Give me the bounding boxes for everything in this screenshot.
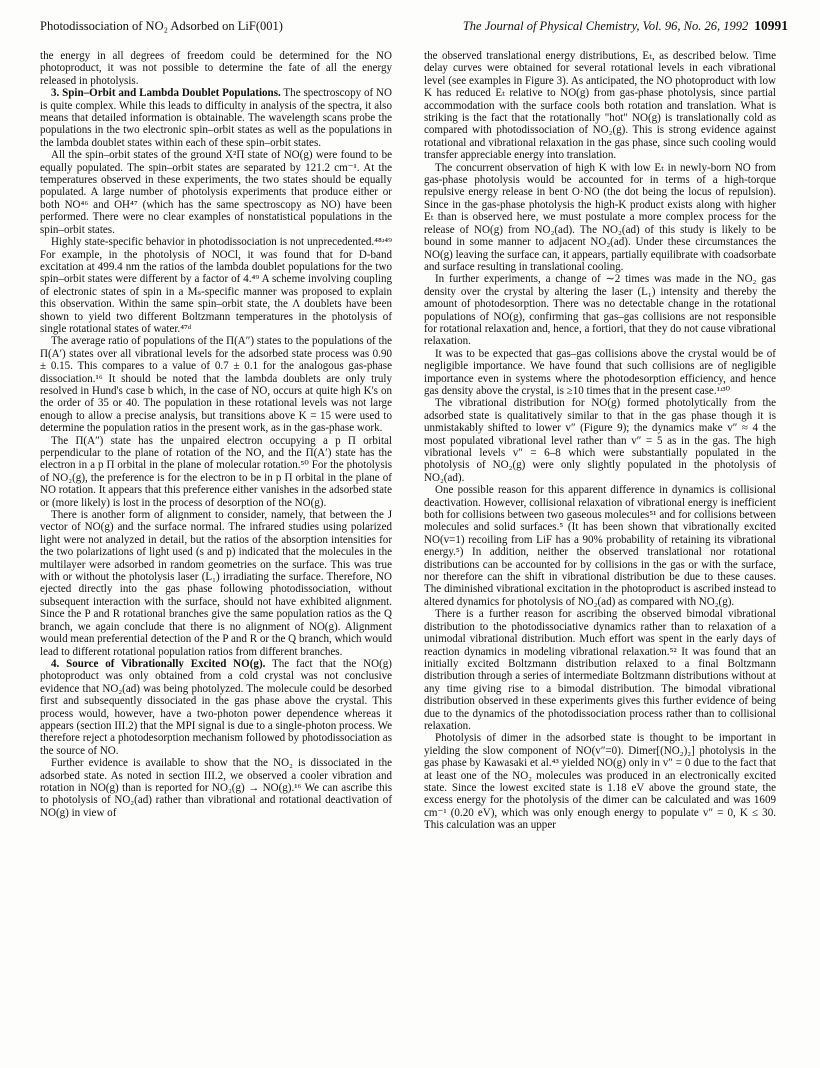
paragraph: The concurrent observation of high K with low Eₜ in newly-born NO from gas-phase photolysis would be accounted for in terms of a high-torque repulsive energy release in bent O·NO (the dot being the locus of repulsion). Since in the gas-phase photolysis the high-K product exists along with higher Eₜ than is observed here, we must postulate a more complex process for the release of NO(g) from NO₂(ad). The NO₂(ad) of this study is likely to be bound in some manner to adjacent NO₂(ad). Under these circumstances the NO(g) leaving the surface can, it appears, partially equilibrate with coadsorbate and surface resulting in translational cooling.	[424, 161, 776, 273]
right-column	[424, 50, 776, 832]
section-heading: 4. Source of Vibrationally Excited NO(g).	[51, 657, 266, 670]
paragraph: One possible reason for this apparent difference in dynamics is collisional deactivation. However, collisional relaxation of vibrational energy is inefficient both for collisions between two gaseous molecules⁵¹ and for collisions between molecules and solid surfaces.⁵ (It has been shown that vibrationally excited NO(v=1) recoiling from LiF has a 90% probability of retaining its vibrational energy.⁵) In addition, neither the observed translational nor rotational distributions can be accounted for by collisions in the gas or with the surface, nor therefore can the shift in vibrational distribution be due to these causes. The diminished vibrational excitation in the photoproduct is ascribed instead to altered dynamics for photolysis of NO₂(ad) as compared with NO₂(g).	[424, 484, 776, 608]
section-heading: 3. Spin–Orbit and Lambda Doublet Populations.	[51, 87, 281, 100]
paragraph: It was to be expected that gas–gas collisions above the crystal would be of negligible importance. We have found that such collisions are of negligible importance even in systems where the photodesorption efficiency, and hence gas density above the crystal, is ≥10 times that in the present case.¹ʴ³⁰	[424, 347, 776, 397]
paragraph: The Π(A″) state has the unpaired electron occupying a p Π orbital perpendicular to the plane of rotation of the NO, and the Π(A′) state has the electron in a p Π orbital in the plane of molecular rotation.⁵⁰ For the photolysis of NO₂(g), the preference is for the electron to be in p Π orbital in the plane of NO rotation. It appears that this preference either vanishes in the adsorbed state or (more likely) is lost in the process of desorption of the NO(g).	[40, 434, 392, 509]
paragraph: Highly state-specific behavior in photodissociation is not unprecedented.⁴⁸ʴ⁴⁹ For example, in the photolysis of NOCl, it was found that for D-band excitation at 499.4 nm the ratios of the lambda doublet populations for the two spin–orbit states were different by a factor of 4.⁴⁹ A scheme involving coupling of electronic states of spin in a Mₛ-specific manner was proposed to explain this observation. Within the same spin–orbit state, the Λ doublets have been shown to yield two different Boltzmann temperatures in the photolysis of single rotational states of water.⁴⁷ᵈ	[40, 236, 392, 335]
paragraph: Photolysis of dimer in the adsorbed state is thought to be important in yielding the slow component of NO(v″=0). Dimer[(NO₂)₂] photolysis in the gas phase by Kawasaki et al.⁴³ yielded NO(g) only in v″ = 0 due to the fact that at least one of the NO₂ molecules was produced in an electronically excited state. Since the lowest excited state is 1.18 eV above the ground state, the excess energy for the photolysis of the dimer can be calculated and was 1609 cm⁻¹ (0.20 eV), which was only enough energy to populate v″ = 0, K ≤ 30. This calculation was an upper	[424, 732, 776, 832]
running-title: Photodissociation of NO₂ Adsorbed on LiF(001)	[40, 19, 283, 33]
paragraph: There is another form of alignment to consider, namely, that between the J vector of NO(g) and the surface normal. The infrared studies using polarized light were not analyzed in detail, but the ratios of the absorption intensities for the two polarizations of light used (s and p) indicated that the molecules in the multilayer were adsorbed in random geometries on the surface. This was true with or without the photolysis laser (L₁) irradiating the surface. Therefore, NO ejected directly into the gas phase following photodissociation, without subsequent interaction with the surface, should not have exhibited alignment. Since the P and R rotational branches give the same population ratios as the Q branch, we again conclude that there is no alignment of NO(g). Alignment would mean preferential detection of the P and R or the Q branch, which would lead to different rotational population ratios from different branches.	[40, 509, 392, 658]
page-number: 10991	[754, 18, 788, 33]
paragraph: In further experiments, a change of ∼2 times was made in the NO₂ gas density over the crystal by altering the laser (L₁) intensity and thereby the amount of photodesorption. There was no detectable change in the rotational populations of NO(g), confirming that gas–gas collisions are not responsible for rotational relaxation and, hence, a fortiori, that they do not cause vibrational relaxation.	[424, 273, 776, 348]
paragraph: The average ratio of populations of the Π(A″) states to the populations of the Π(A′) states over all vibrational levels for the adsorbed state process was 0.90 ± 0.15. This compares to a value of 0.7 ± 0.1 for the analogous gas-phase dissociation.¹⁶ It should be noted that the lambda doublets are only truly resolved in Hund's case b which, in the case of NO, occurs at quite high K's on the order of 35 or 40. The population in these rotational levels was not large enough to allow a precise analysis, but transitions above K = 15 were used to determine the population ratios in the present work, as in the gas-phase work.	[40, 335, 392, 435]
paragraph: All the spin–orbit states of the ground X²Π state of NO(g) were found to be equally populated. The spin–orbit states are separated by 121.2 cm⁻¹. At the temperatures observed in these experiments, the two states should be equally populated. A large number of photolysis experiments that produce either or both NO⁴⁶ and OH⁴⁷ (which has the same spectroscopy as NO) have been performed. There were no clear examples of nonstatistical populations in the spin–orbit states.	[40, 149, 392, 236]
paragraph: the energy in all degrees of freedom could be determined for the NO photoproduct, it was not possible to determine the fate of all the energy released in photolysis.	[40, 50, 392, 87]
paragraph: the observed translational energy distributions, Eₜ, as described below. Time delay curves were obtained for several rotational levels in each vibrational level (see examples in Figure 3). As anticipated, the NO photoproduct with low K has reduced Eₜ relative to NO(g) from gas-phase photolysis, since partial accommodation with the surface cools both rotation and translation. What is striking is the fact that the rotationally "hot" NO(g) is translationally cold as compared with photodissociation of NO₂(g). This is strong evidence against rotational and vibrational relaxation in the gas phase, since such cooling would transfer appreciable energy into translation.	[424, 50, 776, 162]
journal-citation	[463, 16, 788, 36]
section-heading-paragraph: 4. Source of Vibrationally Excited NO(g). The fact that the NO(g) photoproduct was only obtained from a cold crystal was not conclusive evidence that NO₂(ad) was being photolyzed. The molecule could be desorbed first and subsequently dissociated in the gas phase above the crystal. This process would, however, have a two-photon power dependence whereas it appears (section III.2) that the MPI signal is due to a single-photon process. We therefore reject a photodesorption mechanism followed by photodissociation as the source of NO.	[40, 657, 392, 757]
paragraph: The vibrational distribution for NO(g) formed photolytically from the adsorbed state is qualitatively similar to that in the gas phase though it is unmistakably shifted to lower v″ (Figure 9); the dynamics make v″ ≈ 4 the most populated vibrational level rather than v″ = 5 as in the gas. The high vibrational levels v″ = 6–8 which were substantially populated in the photolysis of NO₂(g) were only slightly populated in the photolysis of NO₂(ad).	[424, 397, 776, 484]
paragraph: There is a further reason for ascribing the observed bimodal vibrational distribution to the photodissociative dynamics rather than to relaxation of a unimodal vibrational distribution. Much effort was spent in the early days of reaction dynamics in modeling vibrational relaxation.⁵² It was found that an initially excited Boltzmann distribution relaxed to a final Boltzmann distribution through a series of intermediate Boltzmann distributions without at any time giving rise to a bimodal distribution. The bimodal vibrational distribution observed in these experiments gives this further evidence of being due to the dynamics of the photodissociation process rather than to collisional relaxation.	[424, 608, 776, 732]
paragraph: Further evidence is available to show that the NO₂ is dissociated in the adsorbed state. As noted in section III.2, we observed a cooler vibration and rotation in NO(g) than is reported for NO₂(g) → NO(g).¹⁶ We can ascribe this to photolysis of NO₂(ad) rather than vibrational and rotational deactivation of NO(g) in view of	[40, 757, 392, 819]
left-column	[40, 50, 392, 819]
section-heading-paragraph: 3. Spin–Orbit and Lambda Doublet Populations. The spectroscopy of NO is quite complex. While this leads to difficulty in analysis of the spectra, it also means that detailed information is obtainable. The wavelength scans probe the populations in the two electronic spin–orbit states as well as the populations in the lambda doublet states within each of these spin–orbit states.	[40, 87, 392, 149]
journal-name: The Journal of Physical Chemistry, Vol. 96, No. 26, 1992	[462, 19, 749, 33]
running-header	[40, 16, 788, 36]
